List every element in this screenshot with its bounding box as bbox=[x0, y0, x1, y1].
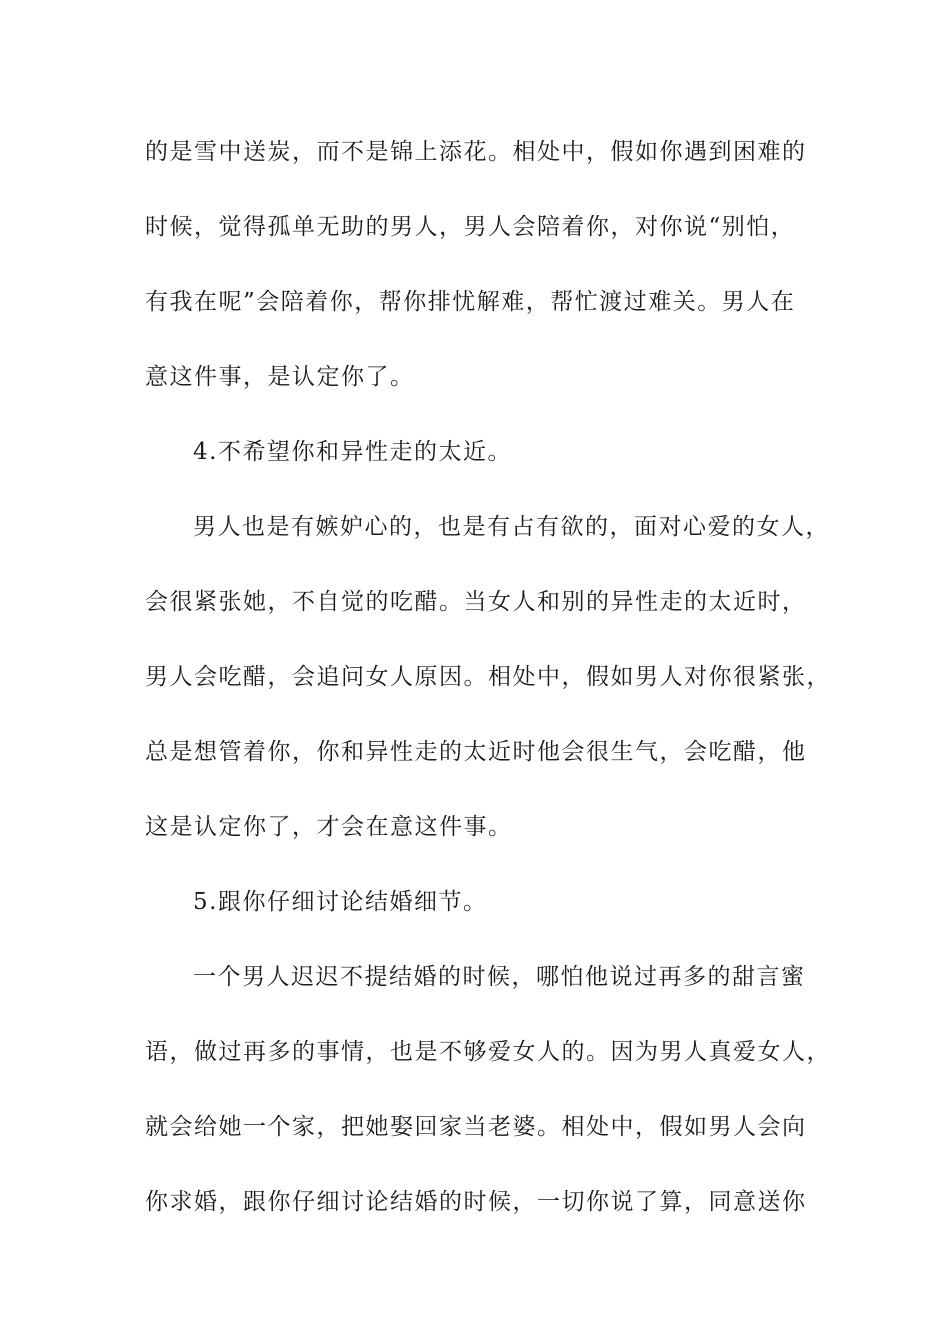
body-text-line: 意这件事，是认定你了。 bbox=[145, 364, 415, 390]
body-text-line: 就会给她一个家，把她娶回家当老婆。相处中，假如男人会向 bbox=[145, 1114, 807, 1140]
paragraph-first-line: 一个男人迟迟不提结婚的时候，哪怕他说过再多的甜言蜜 bbox=[193, 964, 806, 990]
body-text-line: 会很紧张她，不自觉的吃醋。当女人和别的异性走的太近时， bbox=[145, 589, 807, 615]
body-text-line: 这是认定你了，才会在意这件事。 bbox=[145, 814, 513, 840]
section-heading: 5.跟你仔细讨论结婚细节。 bbox=[193, 889, 488, 915]
body-text-line: 总是想管着你，你和异性走的太近时他会很生气，会吃醋，他 bbox=[145, 739, 807, 765]
body-text-line: 的是雪中送炭，而不是锦上添花。相处中，假如你遇到困难的 bbox=[145, 139, 807, 165]
body-text-line: 有我在呢”会陪着你，帮你排忧解难，帮忙渡过难关。男人在 bbox=[145, 289, 796, 315]
body-text-line: 你求婚，跟你仔细讨论结婚的时候，一切你说了算，同意送你 bbox=[145, 1189, 807, 1215]
paragraph-first-line: 男人也是有嫉妒心的，也是有占有欲的，面对心爱的女人， bbox=[193, 514, 830, 540]
body-text-line: 时候，觉得孤单无助的男人，男人会陪着你，对你说“别怕， bbox=[145, 214, 796, 240]
section-heading: 4.不希望你和异性走的太近。 bbox=[193, 439, 512, 465]
body-text-line: 男人会吃醋，会追问女人原因。相处中，假如男人对你很紧张， bbox=[145, 664, 831, 690]
body-text-line: 语，做过再多的事情，也是不够爱女人的。因为男人真爱女人， bbox=[145, 1039, 831, 1065]
